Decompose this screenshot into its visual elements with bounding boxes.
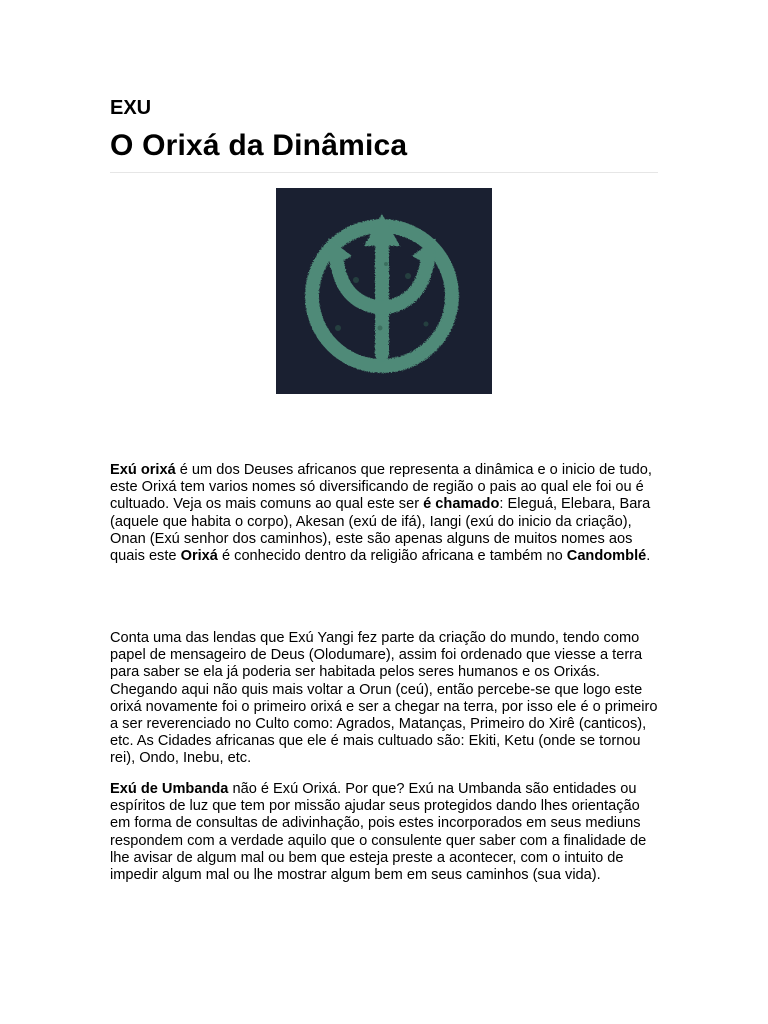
paragraph-exu-orixa <box>110 462 658 565</box>
term-candomble: Candomblé <box>566 548 647 565</box>
title-divider <box>110 172 658 173</box>
term-exu-orixa: Exú orixá <box>110 462 176 478</box>
page-kicker: EXU <box>110 97 152 119</box>
text-span: . <box>646 548 651 565</box>
page-title: O Orixá da Dinâmica <box>110 129 408 162</box>
text-span: é um dos Deuses africanos que representa a dinâmica e o inicio de tudo, este Orixá tem varios nomes só diversificando de região o pais ao qual ele foi ou é cultuado. Veja os mais comuns ao qual este ser <box>110 462 652 513</box>
paragraph-exu-umbanda <box>110 781 658 884</box>
term-e-chamado: é chamado <box>423 496 500 513</box>
trident-in-circle-icon <box>276 188 492 394</box>
exu-symbol-image <box>276 188 492 394</box>
text-span: é conhecido dentro da religião africana e também no <box>217 548 567 565</box>
term-orixa: Orixá <box>180 548 218 565</box>
term-exu-de-umbanda: Exú de Umbanda <box>110 781 229 797</box>
text-span: : Eleguá, Elebara, Bara (aquele que habita o corpo), Akesan (exú de ifá), Iangi (exú do inicio da criação), Onan (Exú senhor dos caminhos), este são apenas alguns de muitos nomes aos quais este <box>110 496 651 565</box>
paragraph-legend: Conta uma das lendas que Exú Yangi fez parte da criação do mundo, tendo como papel de mensageiro de Deus (Olodumare), assim foi ordenado que viesse a terra para saber se ela já poderia ser habitada pelos seres humanos e os Orixás. Chegando aqui não quis mais voltar a Orun (ceú), então percebe-se que logo este orixá novamente foi o primeiro orixá e ser a chegar na terra, por isso ele é o primeiro a ser reverenciado no Culto como: Agrados, Matanças, Primeiro do Xirê (canticos), etc. As Cidades africanas que ele é mais cultuado são: Ekiti, Ketu (onde se tornou rei), Ondo, Inebu, etc. <box>110 630 658 767</box>
text-span: não é Exú Orixá. Por que? Exú na Umbanda são entidades ou espíritos de luz que tem por missão ajudar seus protegidos dando lhes orientação em forma de consultas de adivinhação, pois estes incorporados em seus mediuns respondem com a verdade aquilo que o consulente quer saber com a finalidade de lhe avisar de algum mal ou bem que esteja preste a acontecer, com o intuito de impedir algum mal ou lhe mostrar algum bem em seus caminhos (sua vida). <box>110 781 647 884</box>
